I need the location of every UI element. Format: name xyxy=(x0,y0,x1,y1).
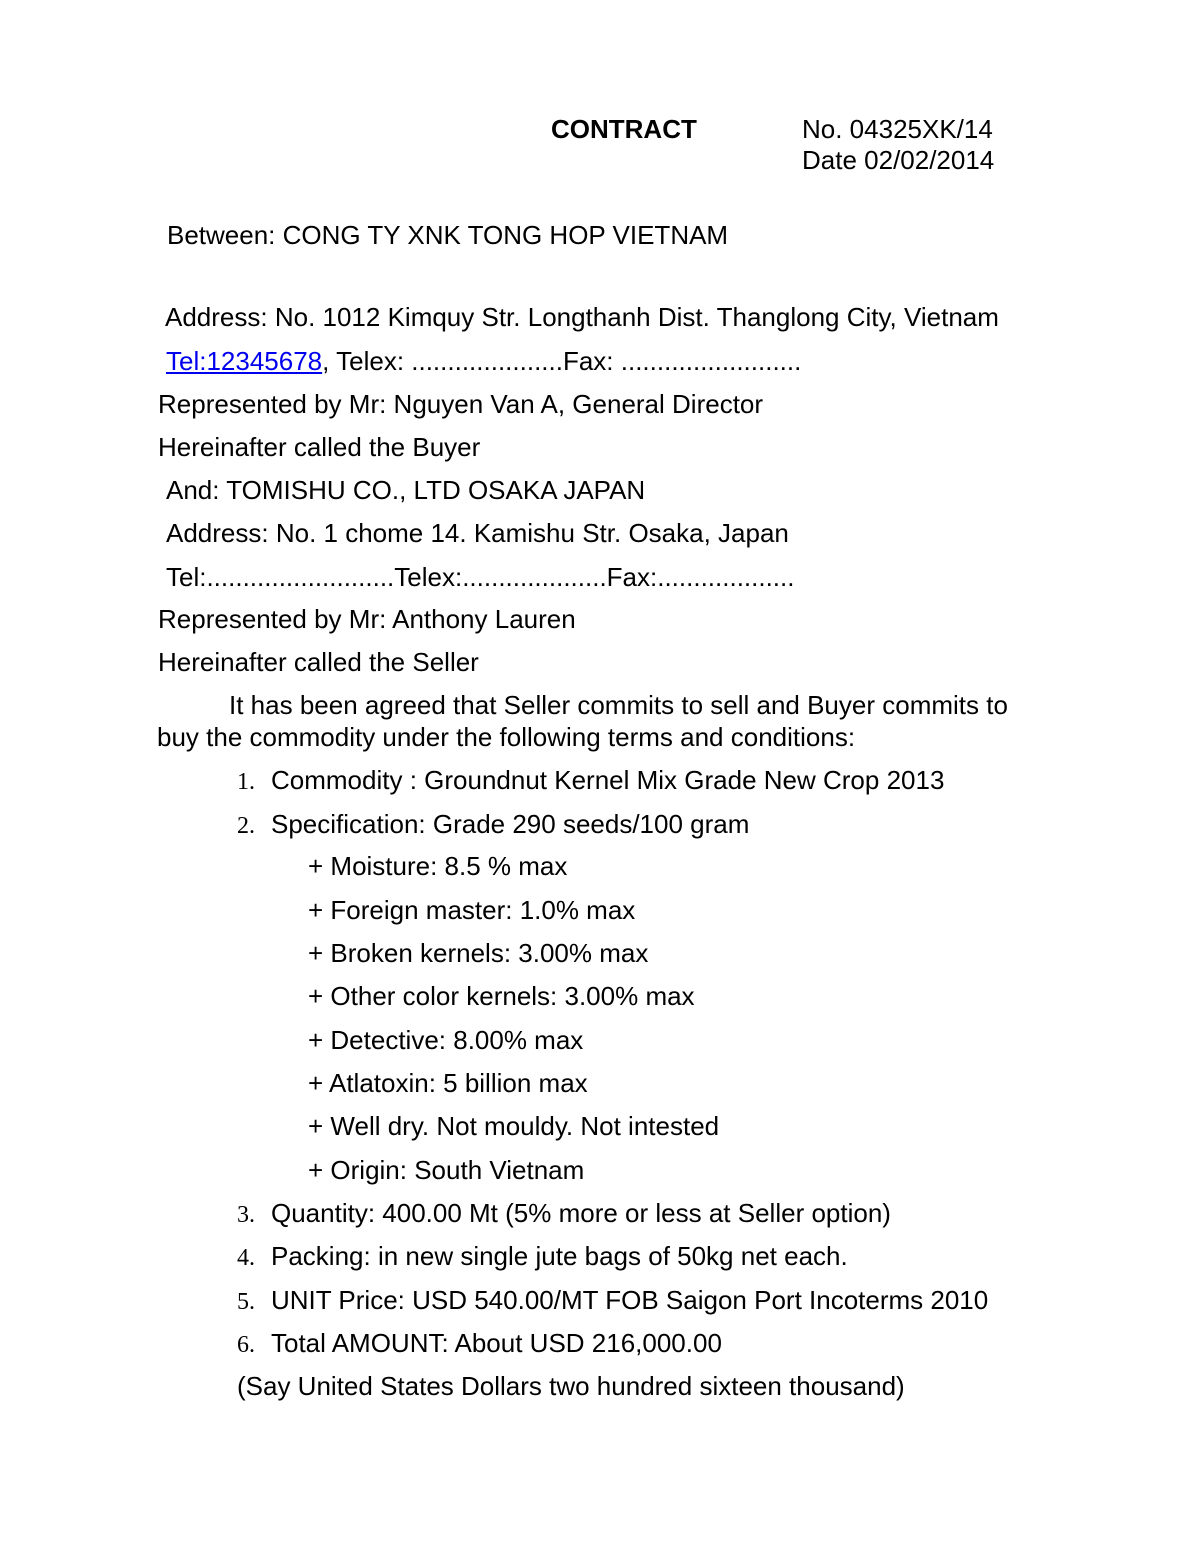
term-text: Packing: in new single jute bags of 50kg net each. xyxy=(271,1241,848,1271)
term-number: 6. xyxy=(237,1332,255,1358)
spec-item: + Foreign master: 1.0% max xyxy=(308,895,636,925)
contract-title: CONTRACT xyxy=(551,114,697,144)
term-text: Specification: Grade 290 seeds/100 gram xyxy=(271,809,750,839)
spec-item: + Well dry. Not mouldy. Not intested xyxy=(308,1111,720,1141)
seller-contact: Tel:..........................Telex:....................Fax:................... xyxy=(166,562,795,592)
spec-item: + Broken kernels: 3.00% max xyxy=(308,938,649,968)
buyer-called: Hereinafter called the Buyer xyxy=(158,432,481,462)
term-item xyxy=(237,767,944,794)
spec-item: + Other color kernels: 3.00% max xyxy=(308,981,695,1011)
spec-item: + Atlatoxin: 5 billion max xyxy=(308,1068,588,1098)
term-text: Total AMOUNT: About USD 216,000.00 xyxy=(271,1328,722,1358)
term-text: UNIT Price: USD 540.00/MT FOB Saigon Port Incoterms 2010 xyxy=(271,1285,989,1315)
buyer-represented: Represented by Mr: Nguyen Van A, General Director xyxy=(158,389,764,419)
term-item xyxy=(237,811,749,838)
term-number: 4. xyxy=(237,1245,255,1271)
amount-in-words: (Say United States Dollars two hundred sixteen thousand) xyxy=(237,1371,905,1401)
agreement-line-1: It has been agreed that Seller commits to sell and Buyer commits to xyxy=(229,690,1008,720)
contract-date: Date 02/02/2014 xyxy=(802,145,995,175)
term-text: Quantity: 400.00 Mt (5% more or less at Seller option) xyxy=(271,1198,891,1228)
buyer-contact xyxy=(166,348,801,374)
term-text: Commodity : Groundnut Kernel Mix Grade New Crop 2013 xyxy=(271,765,945,795)
spec-item: + Origin: South Vietnam xyxy=(308,1155,585,1185)
seller-address: Address: No. 1 chome 14. Kamishu Str. Osaka, Japan xyxy=(166,518,789,548)
term-item xyxy=(237,1330,722,1357)
term-number: 1. xyxy=(237,769,255,795)
term-item xyxy=(237,1243,848,1270)
buyer-address: Address: No. 1012 Kimquy Str. Longthanh Dist. Thanglong City, Vietnam xyxy=(165,302,999,332)
spec-item: + Detective: 8.00% max xyxy=(308,1025,584,1055)
term-number: 2. xyxy=(237,813,255,839)
buyer-company: Between: CONG TY XNK TONG HOP VIETNAM xyxy=(167,220,729,250)
buyer-telex-fax: , Telex: .....................Fax: ......................... xyxy=(322,346,802,376)
term-item xyxy=(237,1200,891,1227)
spec-item: + Moisture: 8.5 % max xyxy=(308,851,568,881)
term-item xyxy=(237,1287,988,1314)
contract-number: No. 04325XK/14 xyxy=(802,114,993,144)
seller-called: Hereinafter called the Seller xyxy=(158,647,479,677)
term-number: 5. xyxy=(237,1289,255,1315)
seller-represented: Represented by Mr: Anthony Lauren xyxy=(158,604,576,634)
term-number: 3. xyxy=(237,1202,255,1228)
agreement-line-2: buy the commodity under the following terms and conditions: xyxy=(157,722,856,752)
seller-company: And: TOMISHU CO., LTD OSAKA JAPAN xyxy=(166,475,646,505)
buyer-tel-link[interactable]: Tel:12345678 xyxy=(166,346,323,376)
